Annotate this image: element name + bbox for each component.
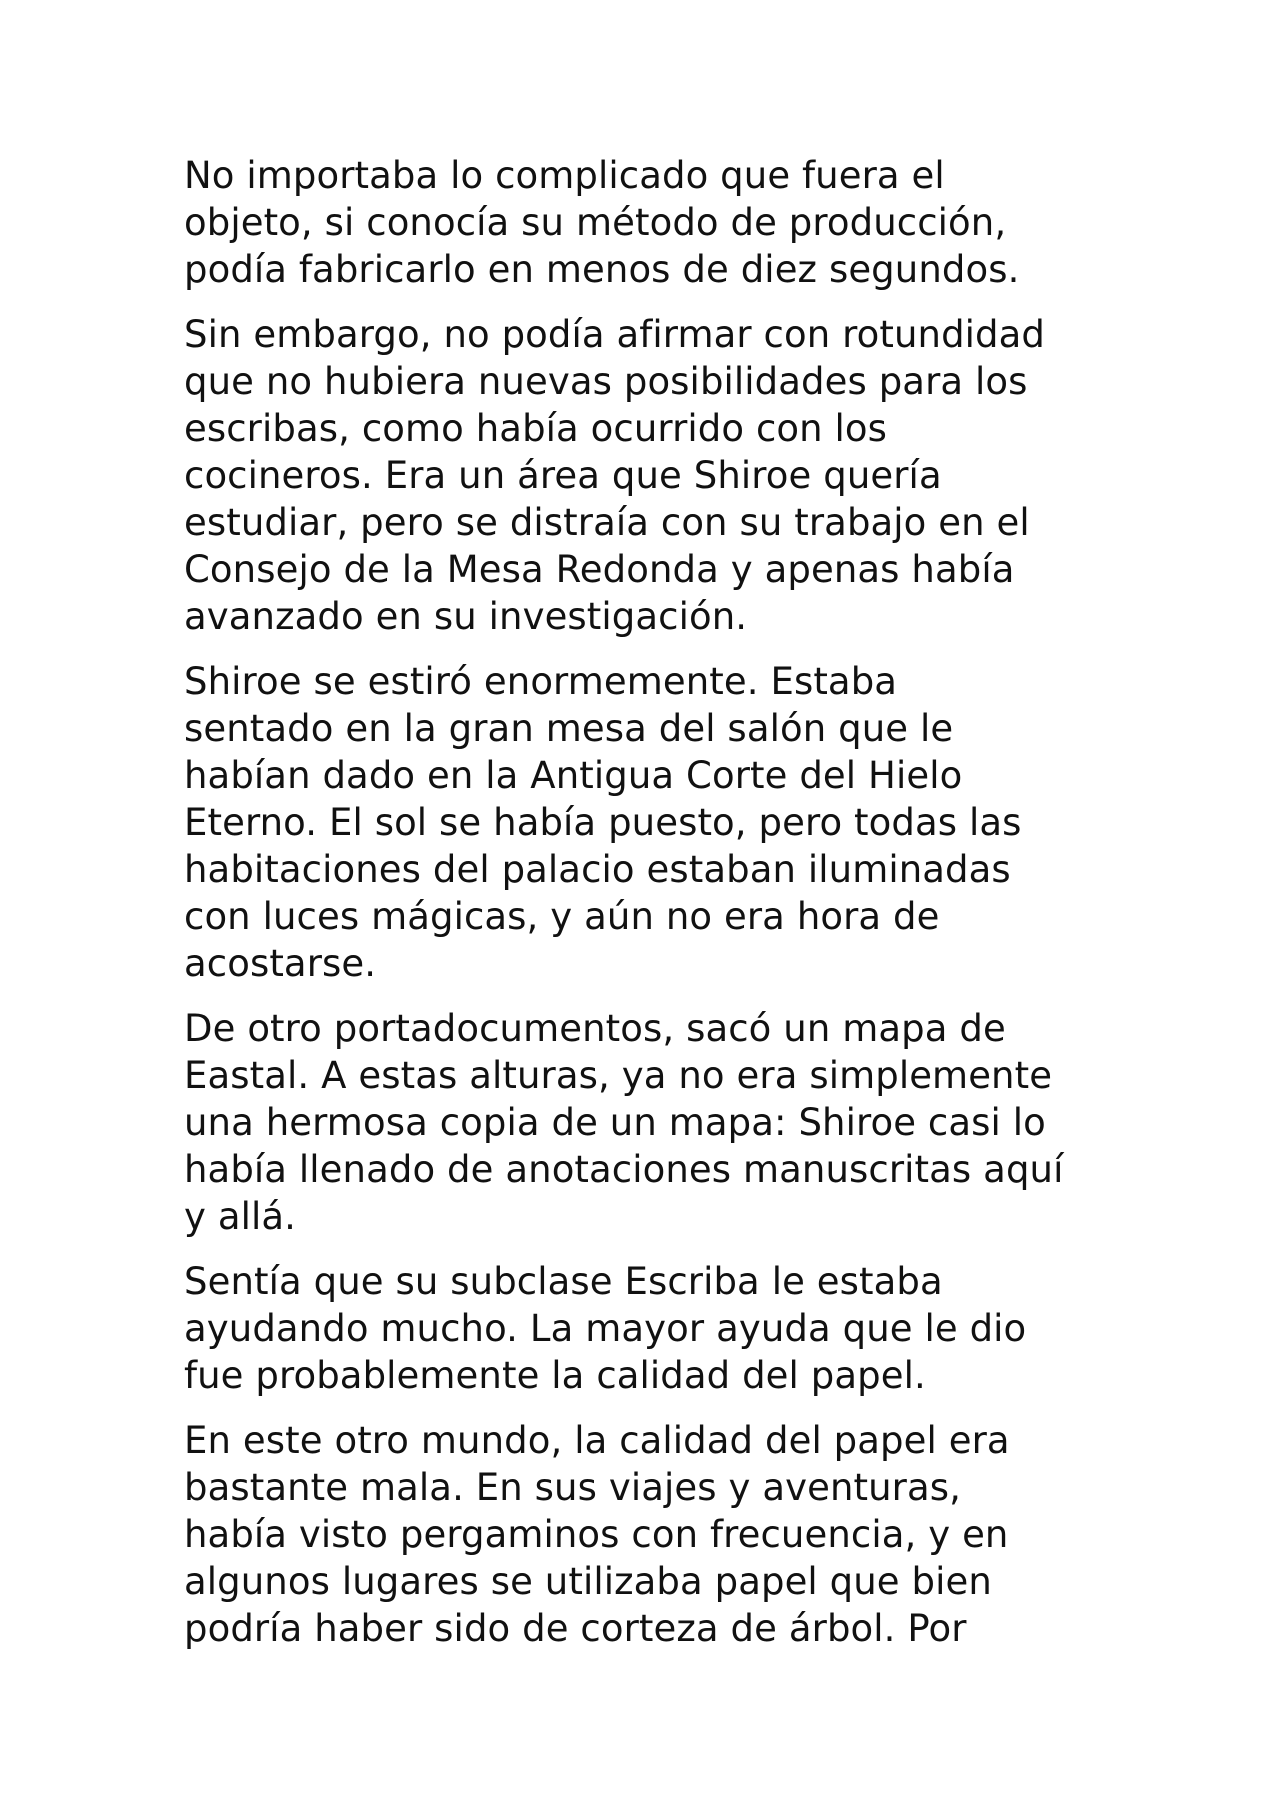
paragraph-2: Sin embargo, no podía afirmar con rotundidad que no hubiera nuevas posibilidades para los escribas, como había ocurrido con los cocineros. Era un área que Shiroe quería estudiar, pero se distraía con su trabajo en el Consejo de la Mesa Redonda y apenas había avanzado en su investigación. [184,313,1046,638]
paragraph-5: Sentía que su subclase Escriba le estaba ayudando mucho. La mayor ayuda que le dio fue probablemente la calidad del papel. [184,1260,1027,1397]
body-text [184,152,1102,1652]
paragraph-4: De otro portadocumentos, sacó un mapa de Eastal. A estas alturas, ya no era simplemente una hermosa copia de un mapa: Shiroe casi lo había llenado de anotaciones manuscritas aquí y allá. [184,1007,1064,1238]
paragraph-1: No importaba lo complicado que fuera el objeto, si conocía su método de producción, podía fabricarlo en menos de diez segundos. [184,154,1020,291]
paragraph-3: Shiroe se estiró enormemente. Estaba sentado en la gran mesa del salón que le habían dado en la Antigua Corte del Hielo Eterno. El sol se había puesto, pero todas las habitaciones del palacio estaban iluminadas con luces mágicas, y aún no era hora de acostarse. [184,660,1022,985]
paragraph-6: En este otro mundo, la calidad del papel era bastante mala. En sus viajes y aventuras, había visto pergaminos con frecuencia, y en algunos lugares se utilizaba papel que bien podría haber sido de corteza de árbol. Por [184,1419,1010,1650]
